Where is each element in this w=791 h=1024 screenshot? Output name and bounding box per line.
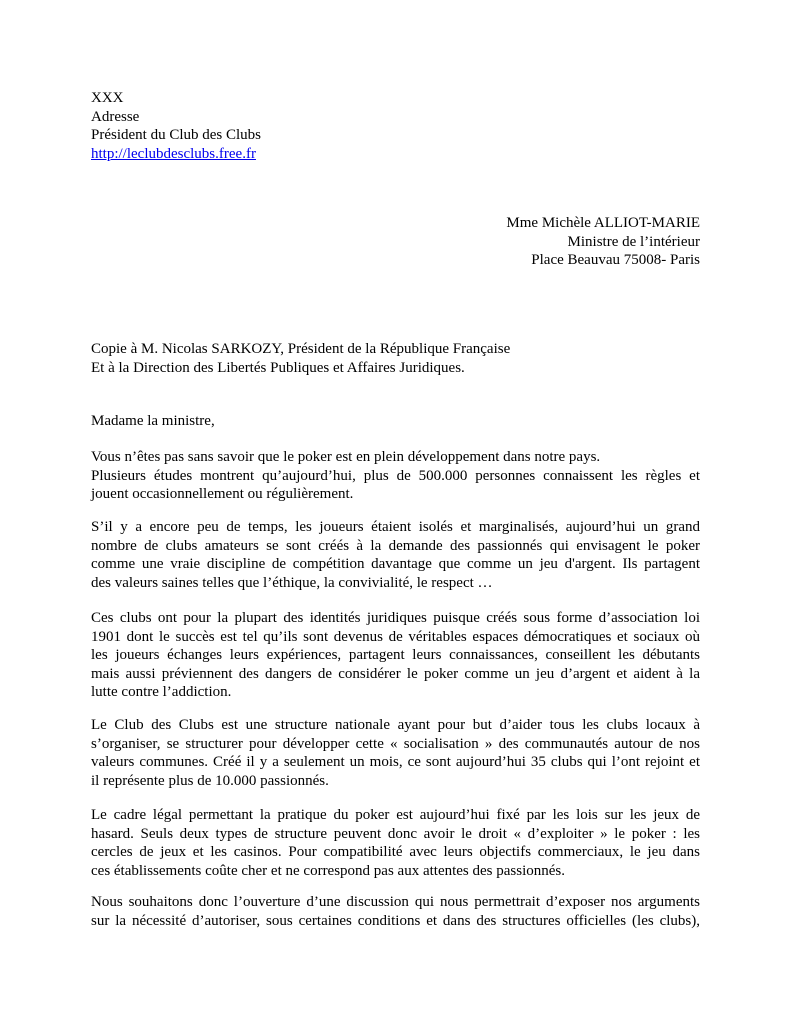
copy-line: Et à la Direction des Libertés Publiques et Affaires Juridiques. (91, 359, 465, 376)
paragraph (91, 893, 700, 930)
paragraph-line: nombre de clubs amateurs se sont créés à la demande des passionnés qui envisagent le poker (91, 537, 700, 554)
paragraph-line: sur la nécessité d’autoriser, sous certaines conditions et dans des structures officielles (les clubs), (91, 912, 700, 929)
paragraph-line: Nous souhaitons donc l’ouverture d’une discussion qui nous permettrait d’exposer nos arguments (91, 894, 700, 910)
paragraph-line: ces établissements coûte cher et ne correspond pas aux attentes des passionnés. (91, 862, 566, 879)
paragraph (91, 806, 700, 880)
paragraph-line: S’il y a encore peu de temps, les joueurs étaient isolés et marginalisés, aujourd’hui un grand (91, 519, 700, 535)
copy-notice (91, 340, 701, 377)
paragraph-line: Plusieurs études montrent qu’aujourd’hui, plus de 500.000 personnes connaissent les règles et (91, 467, 700, 484)
paragraph (91, 448, 700, 504)
paragraph-line: lutte contre l’addiction. (91, 684, 232, 700)
website-link[interactable]: http://leclubdesclubs.free.fr (91, 145, 256, 162)
paragraph-line: mais aussi préviennent des dangers de considérer le poker comme un jeu d’argent et aident à la (91, 665, 700, 682)
sender-address: Adresse (91, 108, 140, 125)
sender-name: XXX (91, 90, 124, 106)
paragraph-line: s’organiser, se structurer pour développer cette « socialisation » des communautés autour de nos (91, 735, 700, 752)
paragraph-line: Le Club des Clubs est une structure nationale ayant pour but d’aider tous les clubs locaux à (91, 717, 700, 733)
paragraph-line: jouent occasionnellement ou régulièrement. (91, 486, 354, 502)
copy-line: Copie à M. Nicolas SARKOZY, Président de la République Française (91, 341, 511, 357)
recipient-name: Mme Michèle ALLIOT-MARIE (506, 215, 700, 231)
paragraph-line: Le cadre légal permettant la pratique du poker est aujourd’hui fixé par les lois sur les jeux de (91, 807, 700, 823)
paragraph (91, 518, 700, 592)
paragraph-line: Vous n’êtes pas sans savoir que le poker est en plein développement dans notre pays. (91, 449, 601, 465)
paragraph-line: Ces clubs ont pour la plupart des identités juridiques puisque créés sous forme d’association loi (91, 610, 700, 626)
paragraph-line: cercles de jeux et les casinos. Pour compatibilité avec leurs objectifs commerciaux, le jeu dans (91, 844, 700, 860)
paragraph-line: il représente plus de 10.000 passionnés. (91, 772, 329, 789)
paragraph (91, 716, 700, 790)
paragraph-line: hasard. Seuls deux types de structure peuvent donc avoir le droit « d’exploiter » le poker : les (91, 825, 700, 842)
recipient-role: Ministre de l’intérieur (567, 233, 700, 250)
paragraph-line: 1901 dont le succès est tel qu’ils sont devenus de véritables espaces démocratiques et sociaux où (91, 628, 700, 645)
sender-block (91, 89, 491, 163)
sender-title: Président du Club des Clubs (91, 127, 262, 143)
paragraph-line: comme une vraie discipline de compétition davantage que comme un jeu d'argent. Ils partagent (91, 556, 700, 572)
salutation: Madame la ministre, (91, 413, 215, 429)
recipient-block (400, 214, 700, 270)
paragraph-line: des valeurs saines telles que l’éthique, la convivialité, le respect … (91, 574, 493, 591)
paragraph-line: les joueurs échanges leurs expériences, partagent leurs connaissances, conseillent les débutants (91, 647, 700, 663)
recipient-address: Place Beauvau 75008- Paris (531, 252, 700, 268)
paragraph-line: valeurs communes. Créé il y a seulement un mois, ce sont aujourd’hui 35 clubs qui l’ont rejoint et (91, 754, 700, 770)
paragraph (91, 609, 700, 702)
